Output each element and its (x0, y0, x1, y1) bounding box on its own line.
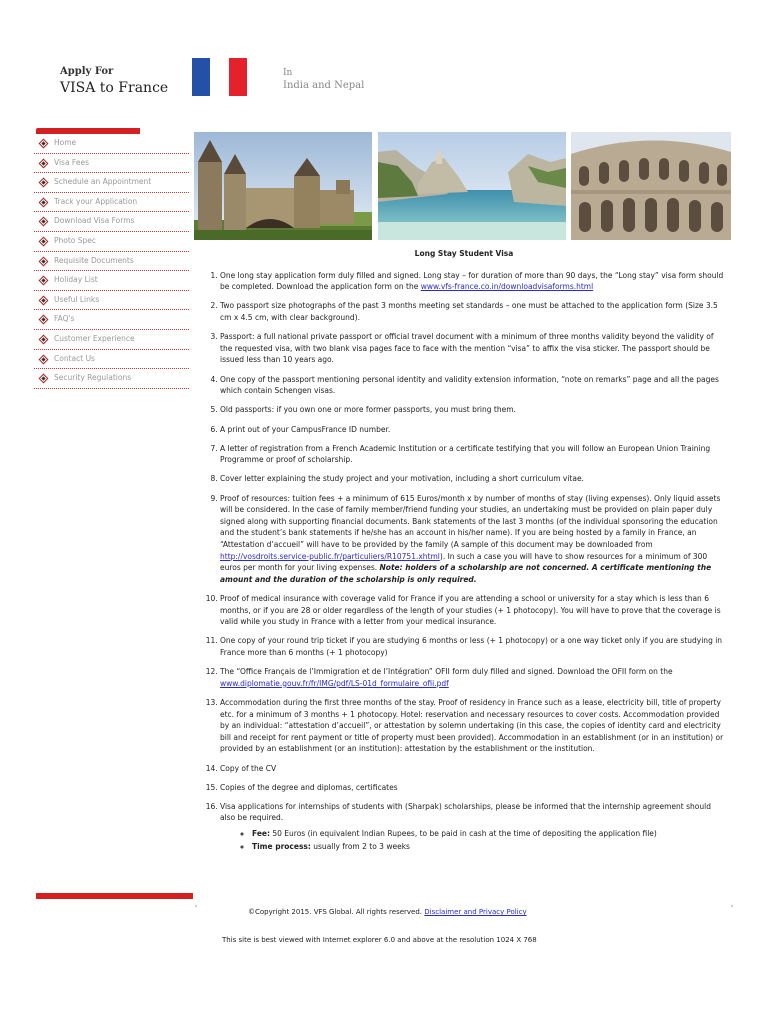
list-item: 1. One long stay application form duly filled and signed. Long stay – for duration of more than 90 days, the “Long stay” visa form should be completed. Download the application form on the www.vfs-france.co.in/downloadvisaforms.html (220, 270, 728, 293)
sidebar-item-label: Visa Fees (54, 157, 89, 167)
list-item: 15. Copies of the degree and diplomas, certificates (220, 782, 728, 794)
sidebar-item-label: Contact Us (54, 353, 95, 363)
bullet-icon (39, 178, 49, 188)
sidebar-item-contact-us[interactable] (34, 350, 189, 370)
visa-to-france-title: VISA to France (60, 80, 169, 96)
list-item: 11. One copy of your round trip ticket if you are studying 6 months or less (+ 1 photocopy) or a one way ticket only if you are studying in France more than 6 months (+ 1 photocopy) (220, 635, 728, 658)
list-item: 6. A print out of your CampusFrance ID number. (220, 424, 728, 436)
list-item: 8. Cover letter explaining the study project and your motivation, including a short curriculum vitae. (220, 473, 728, 485)
list-item: 4. One copy of the passport mentioning personal identity and validity extension information, “note on remarks” page and all the pages which contain Schengen visas. (220, 374, 728, 397)
in-label: In (283, 68, 293, 78)
bullet-icon (39, 197, 49, 207)
sidebar-item-track-application[interactable] (34, 193, 189, 213)
sidebar-item-label: Security Regulations (54, 373, 132, 383)
bullet-icon (39, 158, 49, 168)
sidebar-item-security-regulations[interactable] (34, 369, 189, 389)
vosdroits-link[interactable]: http://vosdroits.service-public.fr/particuliers/R10751.xhtml (220, 551, 440, 561)
scholarship-note: Note: holders of a scholarship are not concerned. A certificate mentioning the amount and the duration of the scholarship is only required. (220, 563, 712, 584)
time-process-item: ◦ Time process: usually from 2 to 3 weeks (252, 841, 728, 853)
sidebar-item-label: Photo Spec (54, 235, 97, 245)
sidebar-item-home[interactable] (34, 134, 189, 154)
region-label: India and Nepal (283, 80, 365, 91)
site-header (0, 0, 768, 120)
best-viewed-notice: This site is best viewed with Internet explorer 6.0 and above at the resolution 1024 X 768 (222, 936, 537, 944)
sidebar-item-schedule-appointment[interactable] (34, 173, 189, 193)
requirements-list (200, 270, 728, 853)
sidebar-item-label: Home (54, 138, 77, 147)
list-item: 16. Visa applications for internships of students with (Sharpak) scholarships, please be informed that the internship agreement should also be required. ◦ Fee: 50 Euros (in equivalent Indian Rupees, to be paid in cash at the time of depositing the application file) ◦ Time process: usually from 2 to 3 weeks (220, 801, 728, 852)
sidebar-item-download-visa-forms[interactable] (34, 212, 189, 232)
main-content (200, 248, 728, 860)
footer-divider-dot (731, 905, 733, 907)
arena-photo (571, 132, 731, 240)
bullet-icon (39, 276, 49, 286)
sidebar-nav (34, 128, 189, 389)
list-item: 10. Proof of medical insurance with coverage valid for France if you are attending a school or university for a stay which is less than 6 months, or if you are 28 or older regardless of the length of your studies (+ 1 photocopy). You will have to prove that the coverage is valid while you study in France with a letter from your medical insurance. (220, 593, 728, 628)
sidebar-item-label: Download Visa Forms (54, 216, 135, 226)
bullet-icon (39, 139, 49, 149)
list-item: 12. The “Office Français de l’Immigration et de l’Intégration” OFII form duly filled and signed. Download the OFII form on the www.diplomatie.gouv.fr/fr/IMG/pdf/LS-01d_formulaire_ofii.pdf (220, 666, 728, 689)
bullet-icon (39, 217, 49, 227)
footer-red-bar (36, 893, 193, 899)
sidebar-item-customer-experience[interactable] (34, 330, 189, 350)
sidebar-item-useful-links[interactable] (34, 291, 189, 311)
sidebar-item-label: Schedule an Appointment (54, 177, 152, 187)
coast-photo (378, 132, 566, 240)
sidebar-item-label: Holiday List (54, 275, 98, 285)
list-item: 3. Passport: a full national private passport or official travel document with a minimum of three months validity beyond the validity of the requested visa, with two blank visa pages face to face with the mention “visa” to affix the visa sticker. The passport should be issued less than 10 years ago. (220, 331, 728, 366)
bullet-icon (39, 374, 49, 384)
bullet-icon (39, 237, 49, 247)
download-forms-link[interactable]: www.vfs-france.co.in/downloadvisaforms.html (420, 282, 594, 292)
sidebar-item-requisite-documents[interactable] (34, 252, 189, 272)
sidebar-item-faqs[interactable] (34, 310, 189, 330)
ofii-form-link[interactable]: www.diplomatie.gouv.fr/fr/IMG/pdf/LS-01d_formulaire_ofii.pdf (220, 678, 449, 688)
disclaimer-link[interactable]: Disclaimer and Privacy Policy (424, 908, 527, 916)
list-item: 2. Two passport size photographs of the past 3 months meeting set standards – one must be attached to the application form (Size 3.5 cm x 4.5 cm, with clear background). (220, 300, 728, 323)
bullet-icon (39, 295, 49, 305)
flag-blue-stripe (192, 58, 210, 96)
list-item: 7. A letter of registration from a French Academic Institution or a certificate testifying that you will follow an European Union Training Programme or proof of scholarship. (220, 443, 728, 466)
sidebar-item-label: FAQ's (54, 314, 75, 324)
page-title: Long Stay Student Visa (414, 249, 514, 258)
list-item: 9. Proof of resources: tuition fees + a minimum of 615 Euros/month x by number of months of stay (living expenses). Only liquid assets will be considered. In the case of family member/friend funding your studies, an undertaking must be provided on plain paper duly signed along with supporting financial documents. Bank statements of the last 3 months (of the individual sponsoring the education and the student’s bank statements if he/she has an account in his/her name). If you are being hosted by a family in France, an “Attestation d’accueil” will have to be provided by the family (A sample of this document may be downloaded from http://vosdroits.service-public.fr/particuliers/R10751.xhtml). In such a case you will have to show resources for a minimum of 300 euros per month for your living expenses. Note: holders of a scholarship are not concerned. A certificate mentioning the amount and the duration of the scholarship is only required. (220, 493, 728, 586)
flag-red-stripe (229, 58, 247, 96)
sidebar-item-holiday-list[interactable] (34, 271, 189, 291)
footer-divider-dot (195, 905, 197, 907)
fee-info-list (220, 828, 728, 852)
sidebar-item-visa-fees[interactable] (34, 154, 189, 174)
sidebar-item-photo-spec[interactable] (34, 232, 189, 252)
copyright-text: ©Copyright 2015. VFS Global. All rights reserved. Disclaimer and Privacy Policy (248, 908, 527, 916)
list-item: 5. Old passports: if you own one or more former passports, you must bring them. (220, 404, 728, 416)
list-item: 13. Accommodation during the first three months of the stay. Proof of residency in France such as a lease, electricity bill, title of property etc. for a minimum of 3 months + 1 photocopy. Hotel: reservation and necessary resources to cover costs. Accommodation provided by an individual: “attestation d’accueil”, or attestation by solemn undertaking (in this case, the copies of identity card and electricity bill and receipt for rent payment or title of property must been provided). Accommodation in an establishment (or in an institution) or provided by an establishment (or an institution): attestation by the establishment or the institution. (220, 697, 728, 755)
castle-photo (194, 132, 372, 240)
bullet-icon (39, 354, 49, 364)
list-item: 14. Copy of the CV (220, 763, 728, 775)
sidebar-item-label: Track your Application (54, 196, 138, 206)
sidebar-item-label: Useful Links (54, 294, 100, 304)
bullet-icon (39, 256, 49, 266)
bullet-icon (39, 334, 49, 344)
bullet-icon (39, 315, 49, 325)
fee-item: ◦ Fee: 50 Euros (in equivalent Indian Rupees, to be paid in cash at the time of depositing the application file) (252, 828, 728, 840)
sidebar-item-label: Customer Experience (54, 333, 135, 343)
apply-for-label: Apply For (60, 66, 114, 77)
sidebar-item-label: Requisite Documents (54, 255, 134, 265)
